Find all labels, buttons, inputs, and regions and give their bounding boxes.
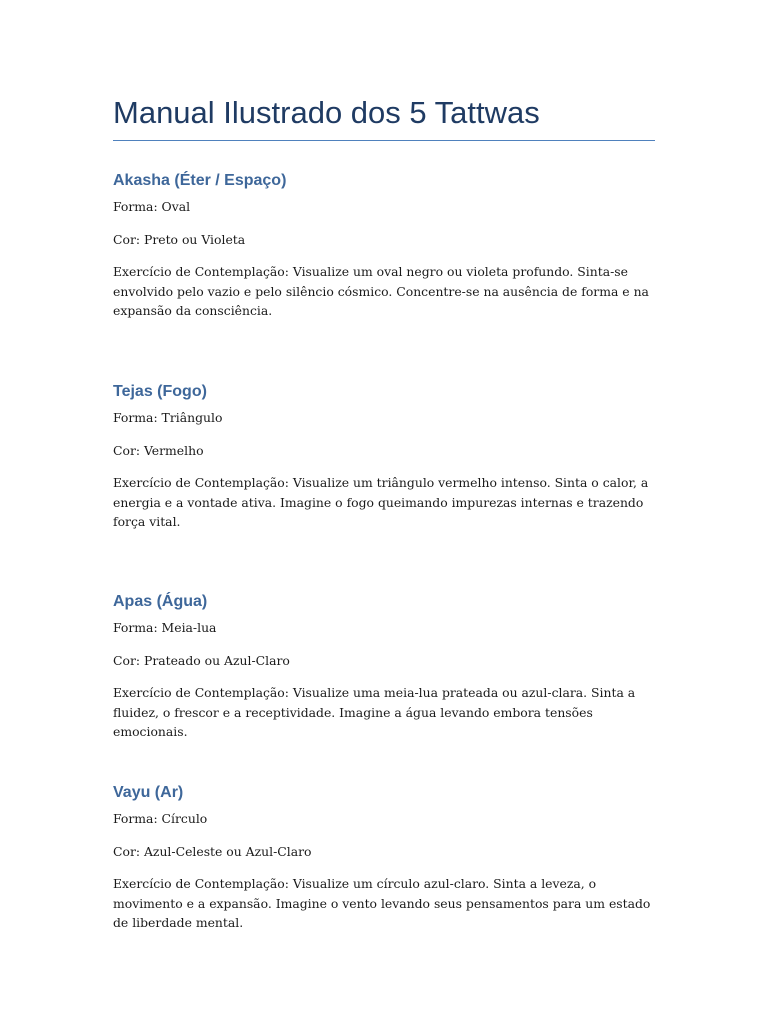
cor-line: Cor: Azul-Celeste ou Azul-Claro xyxy=(113,843,312,859)
document-page xyxy=(113,0,655,930)
section-heading: Apas (Água) xyxy=(113,593,208,610)
forma-line: Forma: Oval xyxy=(113,199,191,214)
forma-line: Forma: Triângulo xyxy=(113,410,223,425)
section-vayu xyxy=(113,782,655,946)
exercise-paragraph: Exercício de Contemplação: Visualize uma meia-lua prateada ou azul-clara. Sinta a fluidez, o frescor e a receptividade. Imagine a água levando embora tensões emocionais. xyxy=(113,685,636,739)
cor-line: Cor: Preto ou Violeta xyxy=(113,231,246,247)
exercise-paragraph: Exercício de Contemplação: Visualize um círculo azul-claro. Sinta a leveza, o movimento e a expansão. Imagine o vento levando seus pensamentos para um estado de liberdade mental. xyxy=(113,876,651,930)
section-tejas xyxy=(113,381,655,545)
section-akasha xyxy=(113,170,655,334)
exercise-paragraph: Exercício de Contemplação: Visualize um oval negro ou violeta profundo. Sinta-se envolvido pelo vazio e pelo silêncio cósmico. Concentre-se na ausência de forma e na expansão da consciência. xyxy=(113,264,649,318)
section-apas xyxy=(113,591,655,755)
forma-line: Forma: Meia-lua xyxy=(113,620,217,635)
document-title: Manual Ilustrado dos 5 Tattwas xyxy=(113,0,655,141)
section-heading: Akasha (Éter / Espaço) xyxy=(113,172,287,189)
exercise-paragraph: Exercício de Contemplação: Visualize um triângulo vermelho intenso. Sinta o calor, a energia e a vontade ativa. Imagine o fogo queimando impurezas internas e trazendo força vital. xyxy=(113,475,649,529)
cor-line: Cor: Prateado ou Azul-Claro xyxy=(113,652,290,668)
section-heading: Tejas (Fogo) xyxy=(113,383,207,400)
forma-line: Forma: Círculo xyxy=(113,811,208,826)
section-heading: Vayu (Ar) xyxy=(113,784,184,801)
cor-line: Cor: Vermelho xyxy=(113,442,204,458)
